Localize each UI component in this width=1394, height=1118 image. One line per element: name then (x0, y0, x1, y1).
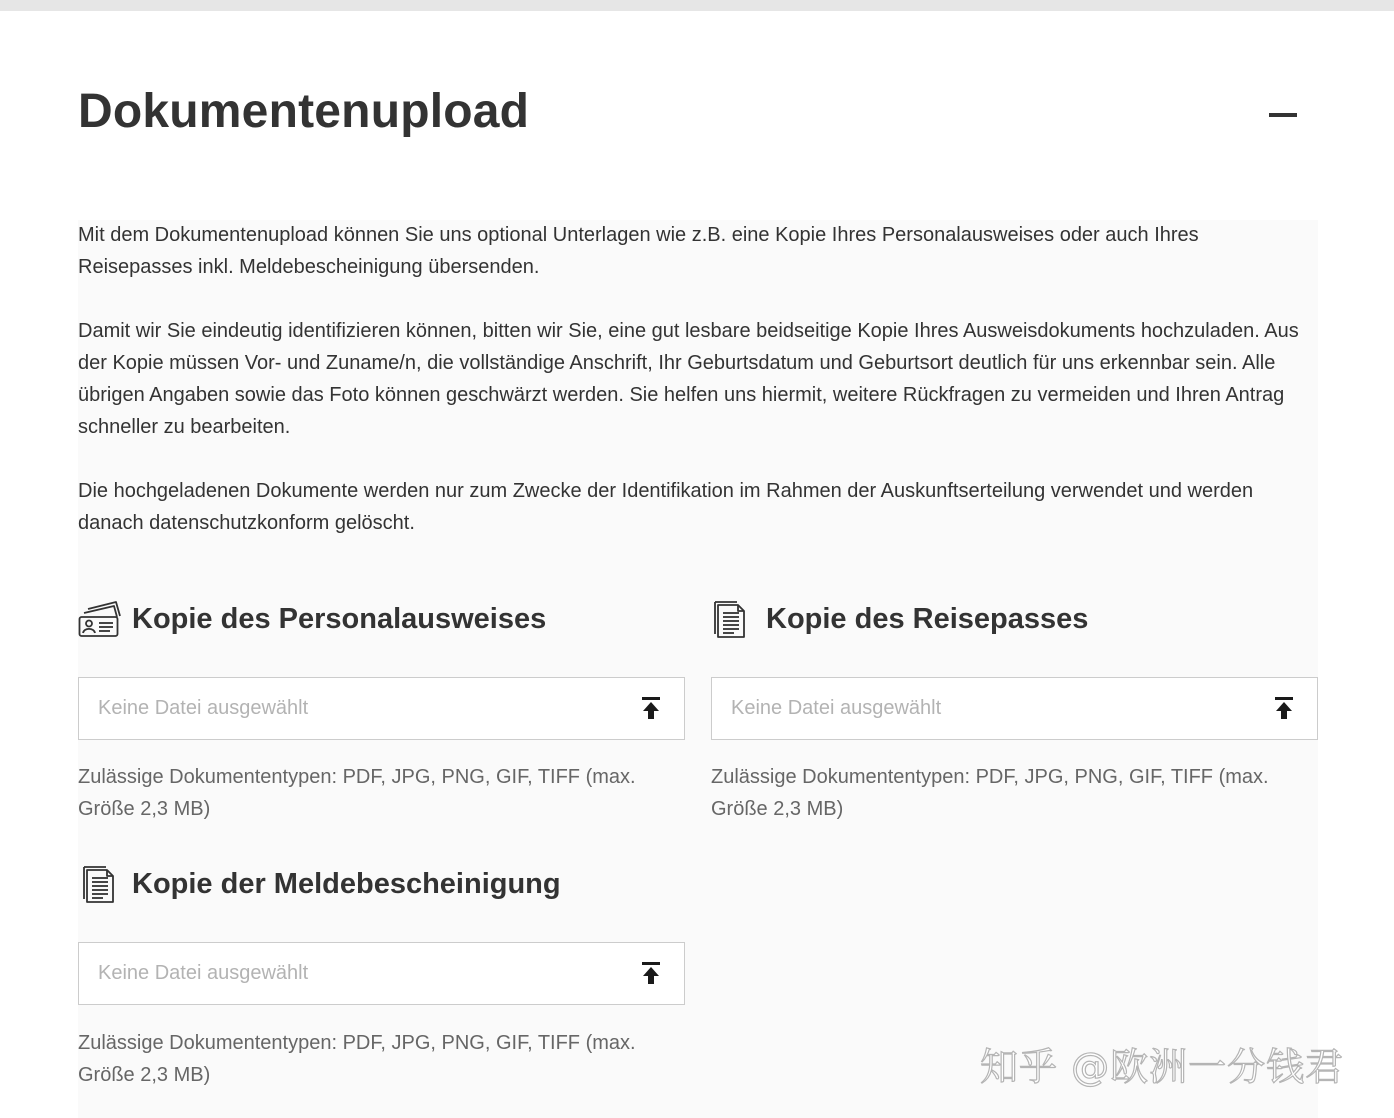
intro-paragraph-3: Die hochgeladenen Dokumente werden nur zum Zwecke der Identifikation im Rahmen der Auskunftserteilung verwendet und werden danach datenschutzkonform gelöscht. (78, 480, 1254, 534)
intro-paragraph-2: Damit wir Sie eindeutig identifizieren können, bitten wir Sie, eine gut lesbare beidseitige Kopie Ihres Ausweisdokuments hochzuladen. Aus der Kopie müssen Vor- und Zuname/n, die vollständige Anschrift, Ihr Geburtsdatum und Geburtsort deutlich für uns erkennbar sein. Alle übrigen Angaben sowie das Foto können geschwärzt werden. Sie helfen uns hiermit, weitere Rückfragen zu vermeiden und Ihren Antrag schneller zu bearbeiten. (78, 320, 1299, 438)
passport-section-title: Kopie des Reisepasses (766, 602, 1089, 635)
file-input-placeholder: Keine Datei ausgewählt (98, 962, 309, 984)
passport-file-hint: Zulässige Dokumententypen: PDF, JPG, PNG, GIF, TIFF (max. Größe 2,3 MB) (711, 766, 1269, 820)
file-input-placeholder: Keine Datei ausgewählt (98, 697, 309, 719)
section-heading-registration (78, 863, 561, 905)
passport-file-input[interactable] (711, 677, 1318, 740)
id-card-file-input[interactable] (78, 677, 685, 740)
registration-file-input[interactable] (78, 942, 685, 1005)
upload-icon[interactable] (640, 696, 662, 720)
upload-icon[interactable] (640, 961, 662, 985)
id-card-section-title: Kopie des Personalausweises (132, 602, 547, 635)
upload-icon[interactable] (1273, 696, 1295, 720)
intro-paragraph-1: Mit dem Dokumentenupload können Sie uns optional Unterlagen wie z.B. eine Kopie Ihres Personalausweises oder auch Ihres Reisepasses inkl. Meldebescheinigung übersenden. (78, 224, 1199, 278)
id-card-icon (78, 598, 124, 640)
document-icon (78, 863, 124, 905)
minus-icon (1269, 113, 1297, 117)
registration-file-hint: Zulässige Dokumententypen: PDF, JPG, PNG, GIF, TIFF (max. Größe 2,3 MB) (78, 1032, 636, 1086)
section-heading-passport (712, 598, 1088, 640)
page-title: Dokumentenupload (78, 85, 530, 138)
document-icon (712, 598, 758, 640)
top-bar (0, 0, 1394, 11)
watermark: 知乎 @欧洲一分钱君 (980, 1045, 1345, 1089)
collapse-button[interactable] (1262, 98, 1306, 134)
id-card-file-hint: Zulässige Dokumententypen: PDF, JPG, PNG, GIF, TIFF (max. Größe 2,3 MB) (78, 766, 636, 820)
file-input-placeholder: Keine Datei ausgewählt (731, 697, 942, 719)
section-heading-id-card (78, 598, 546, 640)
registration-section-title: Kopie der Meldebescheinigung (132, 867, 561, 900)
